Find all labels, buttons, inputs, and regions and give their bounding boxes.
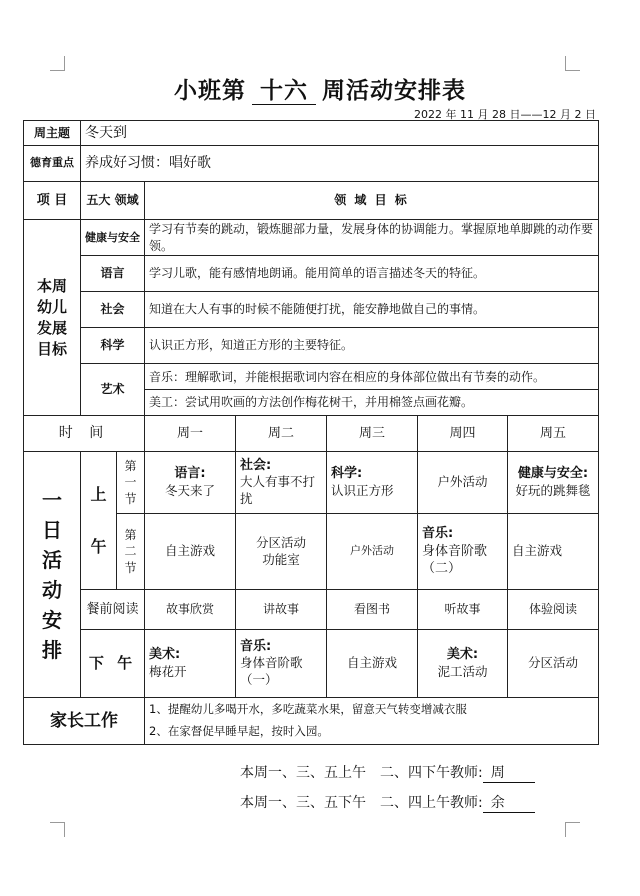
wed-second: 户外活动: [327, 514, 418, 590]
afternoon-row: [24, 630, 599, 698]
page-title: [0, 72, 640, 105]
wed-first: 科学: 认识正方形: [327, 452, 418, 514]
morning-label-top: 上: [90, 485, 107, 505]
fri-reading: 体验阅读: [508, 590, 599, 630]
goal-text-language: 学习儿歌，能有感情地朗诵。能用简单的语言描述冬天的特征。: [145, 256, 599, 292]
goal-text-health: 学习有节奏的跳动，锻炼腿部力量，发展身体的协调能力。掌握原地单脚跳的动作要领。: [145, 220, 599, 256]
goal-row-language: [24, 256, 599, 292]
reading-row: [24, 590, 599, 630]
thu-afternoon: 美术: 泥工活动: [418, 630, 508, 698]
goal-text-craft: 美工：尝试用吹画的方法创作梅花树干，并用棉签点画花瓣。: [149, 395, 474, 409]
daily-group-label: 一日活动安排: [24, 452, 81, 698]
teacher-2: 余: [483, 794, 535, 813]
footer-line-2: [240, 792, 535, 813]
target-label: 领 域 目 标: [145, 182, 599, 220]
crop-mark-bottom-left: [50, 822, 65, 837]
afternoon-label: 下 午: [81, 630, 145, 698]
domain-language: 语言: [81, 256, 145, 292]
fri-afternoon: 分区活动: [508, 630, 599, 698]
wed-reading: 看图书: [327, 590, 418, 630]
crop-mark-top-right: [565, 56, 580, 71]
goals-header-row: [24, 182, 599, 220]
teacher-1: 周: [483, 764, 535, 783]
title-prefix: 小班第: [174, 78, 246, 104]
goal-row-art: [24, 364, 599, 416]
domain-art: 艺术: [81, 364, 145, 416]
wed-afternoon: 自主游戏: [327, 630, 418, 698]
goal-text-music: 音乐：理解歌词，并能根据歌词内容在相应的身体部位做出有节奏的动作。: [145, 365, 598, 390]
goal-row-science: [24, 328, 599, 364]
domain-social: 社会: [81, 292, 145, 328]
parents-content: [145, 698, 599, 745]
second-section-label: 第二节: [117, 514, 145, 590]
moral-label: 德育重点: [24, 146, 81, 182]
day-tue: 周二: [236, 416, 327, 452]
domain-label: 五大 领域: [81, 182, 145, 220]
day-thu: 周四: [418, 416, 508, 452]
goals-group-label: 本周幼儿发展目标: [24, 220, 81, 416]
fri-second: 自主游戏: [508, 514, 599, 590]
day-wed: 周三: [327, 416, 418, 452]
time-label: 时 间: [24, 416, 145, 452]
first-section-label: 第一节: [117, 452, 145, 514]
goal-text-art: [145, 364, 599, 416]
moral-value: 养成好习惯：唱好歌: [81, 146, 599, 182]
theme-value: 冬天到: [81, 121, 599, 146]
theme-label: 周主题: [24, 121, 81, 146]
parents-label: 家长工作: [24, 698, 145, 745]
day-fri: 周五: [508, 416, 599, 452]
mon-second: 自主游戏: [145, 514, 236, 590]
goal-row-social: [24, 292, 599, 328]
mon-afternoon: 美术: 梅花开: [145, 630, 236, 698]
thu-reading: 听故事: [418, 590, 508, 630]
week-number: 十六: [252, 78, 316, 105]
moral-row: [24, 146, 599, 182]
morning-label-bottom: 午: [90, 536, 107, 556]
parents-row: [24, 698, 599, 745]
title-suffix: 周活动安排表: [322, 78, 466, 104]
footer-line-1: [240, 762, 535, 783]
morning-first-row: [24, 452, 599, 514]
tue-second: 分区活动功能室: [236, 514, 327, 590]
domain-health: 健康与安全: [81, 220, 145, 256]
domain-science: 科学: [81, 328, 145, 364]
morning-label: [81, 452, 117, 590]
tue-reading: 讲故事: [236, 590, 327, 630]
item-label: 项 目: [24, 182, 81, 220]
thu-second: 音乐: 身体音阶歌（二）: [418, 514, 508, 590]
mon-first: 语言: 冬天来了: [145, 452, 236, 514]
day-mon: 周一: [145, 416, 236, 452]
crop-mark-bottom-right: [565, 822, 580, 837]
footer-line-2-text: 本周一、三、五下午 二、四上午教师:: [240, 795, 483, 811]
crop-mark-top-left: [50, 56, 65, 71]
goal-row-health: [24, 220, 599, 256]
parents-item-2: 2、在家督促早睡早起，按时入园。: [149, 724, 329, 738]
tue-first: 社会: 大人有事不打扰: [236, 452, 327, 514]
thu-first: 户外活动: [418, 452, 508, 514]
days-header-row: [24, 416, 599, 452]
goal-text-social: 知道在大人有事的时候不能随便打扰，能安静地做自己的事情。: [145, 292, 599, 328]
goal-text-science: 认识正方形，知道正方形的主要特征。: [145, 328, 599, 364]
mon-reading: 故事欣赏: [145, 590, 236, 630]
theme-row: [24, 121, 599, 146]
tue-afternoon: 音乐: 身体音阶歌（一）: [236, 630, 327, 698]
parents-item-1: 1、提醒幼儿多喝开水，多吃蔬菜水果，留意天气转变增减衣服: [149, 702, 467, 717]
date-range: 2022 年 11 月 28 日——12 月 2 日: [414, 108, 596, 121]
fri-first: 健康与安全: 好玩的跳舞毯: [508, 452, 599, 514]
before-meal-label: 餐前阅读: [81, 590, 145, 630]
footer-line-1-text: 本周一、三、五上午 二、四下午教师:: [240, 765, 483, 781]
schedule-table: [23, 120, 599, 745]
